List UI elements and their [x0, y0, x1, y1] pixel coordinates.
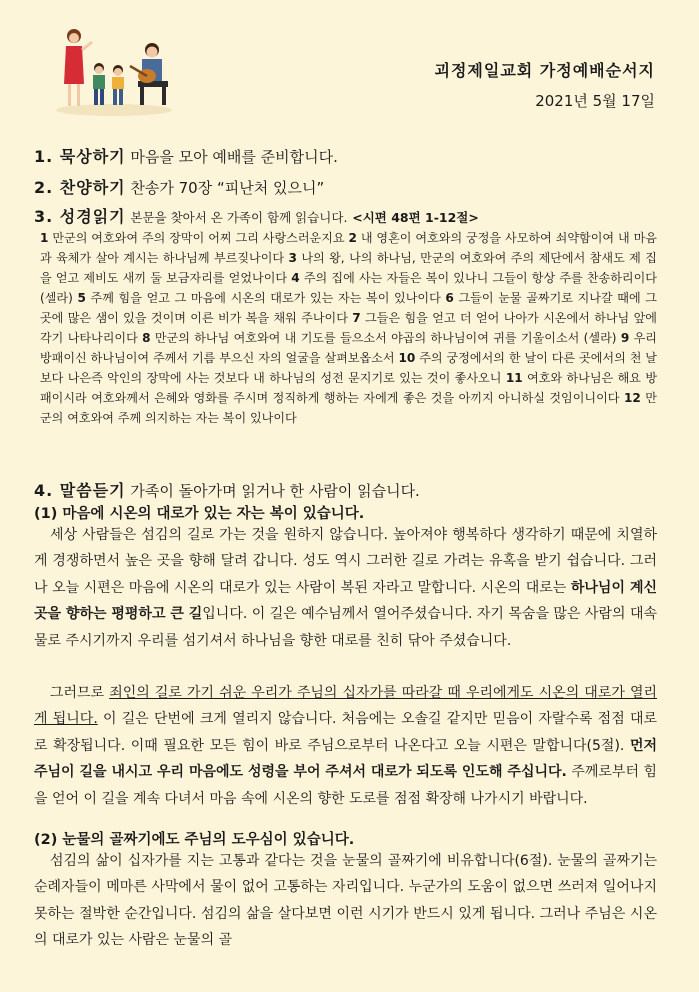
verse-text: 그들은 힘을 얻고 더 얻어 나아가 시온에서 하나님 앞에 각기 나타나리이다: [40, 311, 657, 345]
paragraph-text: 세상 사람들은 섬김의 길로 가는 것을 원하지 않습니다. 높아져야 행복하다 생각하기 때문에 치열하게 경쟁하면서 높은 곳을 향해 달려 갑니다. 성도 역시 그러한 길로 가려는 유혹을 받기 쉽습니다. 그러나 오늘 시편은 마음에 시온의 대로가 있는 사람이 복된 자라고 말합니다. 시온의 대로는: [34, 527, 657, 596]
order-item-4: [34, 478, 659, 501]
header-date: 2021년 5월 17일: [535, 92, 655, 110]
order-item-desc: 가족이 돌아가며 읽거나 한 사람이 읽습니다.: [130, 482, 420, 500]
order-item-3: [34, 204, 659, 227]
verse-number: 12: [623, 391, 641, 405]
order-item-desc: 마음을 모아 예배를 준비합니다.: [130, 148, 338, 166]
family-illustration: [52, 22, 182, 118]
verse-number: 2: [348, 231, 357, 245]
header-title: 괴정제일교회 가정예배순서지: [434, 61, 655, 80]
verse-number: 1: [40, 231, 49, 245]
paragraph-text: 이 길은 단번에 크게 열리지 않습니다. 처음에는 오솔길 같지만 믿음이 자랄수록 점점 대로로 확장됩니다. 이때 필요한 모든 힘이 바로 주님으로부터 나온다고 오늘 시편은 말합니다(5절).: [34, 711, 658, 754]
scripture-reference: <시편 48편 1-12절>: [352, 210, 479, 225]
paragraph-underline: 죄인의 길로 가기 쉬운 우리가 주님의 십자가를 따라갈 때 우리에게도 시온의 대로가 열리게 됩니다.: [34, 685, 658, 728]
verse-number: 9: [620, 331, 630, 345]
scripture-text: [40, 228, 657, 428]
order-item-title: 2. 찬양하기: [34, 178, 126, 197]
verse-number: 7: [352, 311, 361, 325]
verse-text: 나의 왕, 나의 하나님, 만군의 여호와여 주의 제단에서 참새도 제 집을 얻고 제비도 새끼 둘 보금자리를 얻었나이다: [40, 251, 657, 285]
order-item-desc: 본문을 찾아서 온 가족이 함께 읽습니다.: [130, 210, 348, 225]
order-item-title: 3. 성경읽기: [34, 207, 126, 226]
paragraph-text: 입니다. 이 길은 예수님께서 열어주셨습니다. 자기 목숨을 많은 사람의 대속물로 주시기까지 우리를 섬기셔서 하나님을 향한 대로를 친히 닦아 주셨습니다.: [34, 606, 657, 649]
paragraph-text: 주께로부터 힘을 얻어 이 길을 계속 다녀서 마음 속에 시온의 향한 도로를 점점 확장해 나가시기 바랍니다.: [34, 764, 657, 807]
sermon-paragraph-2: [34, 680, 657, 812]
paragraph-text: 그러므로: [50, 685, 110, 701]
verse-text: 만군의 하나님 여호와여 내 기도를 들으소서 야곱의 하나님이여 귀를 기울이소서 (셀라): [154, 331, 617, 345]
verse-text: 여호와 하나님은 해요 방패이시라 여호와께서 은혜와 영화를 주시며 정직하게 행하는 자에게 좋은 것을 아끼지 아니하실 것임이니이다: [40, 371, 658, 405]
verse-number: 3: [288, 251, 297, 265]
verse-number: 4: [291, 271, 300, 285]
paragraph-emphasis: 하나님이 계신 곳을 향하는 평평하고 큰 길: [34, 579, 657, 623]
verse-text: 그들이 눈물 골짜기로 지나갈 때에 그 곳에 많은 샘이 있을 것이며 이른 비가 복을 채워 주나이다: [40, 291, 657, 325]
order-item-desc: 찬송가 70장 “피난처 있으니”: [130, 179, 325, 197]
verse-text: 우리 방패이신 하나님이여 주께서 기름 부으신 자의 얼굴을 살펴보옵소서: [40, 331, 657, 365]
verse-number: 8: [142, 331, 151, 345]
verse-number: 5: [77, 291, 86, 305]
order-item-title: 1. 묵상하기: [34, 147, 126, 166]
sermon-paragraph-3: 섬김의 삶이 십자가를 지는 고통과 같다는 것을 눈물의 골짜기에 비유합니다(6절). 눈물의 골짜기는 순례자들이 메마른 사막에서 물이 없어 고통하는 자리입니다. 누군가의 도움이 없으면 쓰러져 일어나지 못하는 절박한 순간입니다. 섬김의 삶을 살다보면 이런 시기가 반드시 있게 됩니다. 그러나 주님은 시온의 대로가 있는 사람은 눈물의 골: [34, 853, 657, 949]
verse-number: 10: [398, 351, 416, 365]
verse-number: 11: [505, 371, 523, 385]
verse-number: 6: [445, 291, 454, 305]
sermon-heading-1: (1) 마음에 시온의 대로가 있는 자는 복이 있습니다.: [34, 506, 365, 522]
verse-text: 주의 집에 사는 자들은 복이 있나니 그들이 항상 주를 찬송하리이다 (셀라): [40, 271, 657, 305]
verse-text: 만군의 여호와여 주의 장막이 어찌 그리 사랑스러운지요: [52, 231, 345, 245]
order-item-2: [34, 175, 659, 198]
verse-text: 만군의 여호와여 주께 의지하는 자는 복이 있나이다: [40, 391, 657, 425]
order-item-1: [34, 144, 659, 167]
verse-text: 주께 힘을 얻고 그 마음에 시온의 대로가 있는 자는 복이 있나이다: [90, 291, 441, 305]
verse-text: 내 영혼이 여호와의 궁정을 사모하여 쇠약함이여 내 마음과 육체가 살아 계시는 하나님께 부르짖나이다: [40, 231, 657, 265]
paragraph-emphasis: 먼저 주님이 길을 내시고 우리 마음에도 성령을 부어 주셔서 대로가 되도록 인도해 주십니다.: [34, 737, 657, 781]
verse-text: 주의 궁정에서의 한 날이 다른 곳에서의 천 날보다 나은즉 악인의 장막에 사는 것보다 내 하나님의 성전 문지기로 있는 것이 좋사오니: [40, 351, 657, 385]
order-item-title: 4. 말씀듣기: [34, 481, 126, 500]
sermon-heading-2: (2) 눈물의 골짜기에도 주님의 도우심이 있습니다.: [34, 832, 355, 848]
sermon-paragraph-1: [34, 522, 657, 654]
